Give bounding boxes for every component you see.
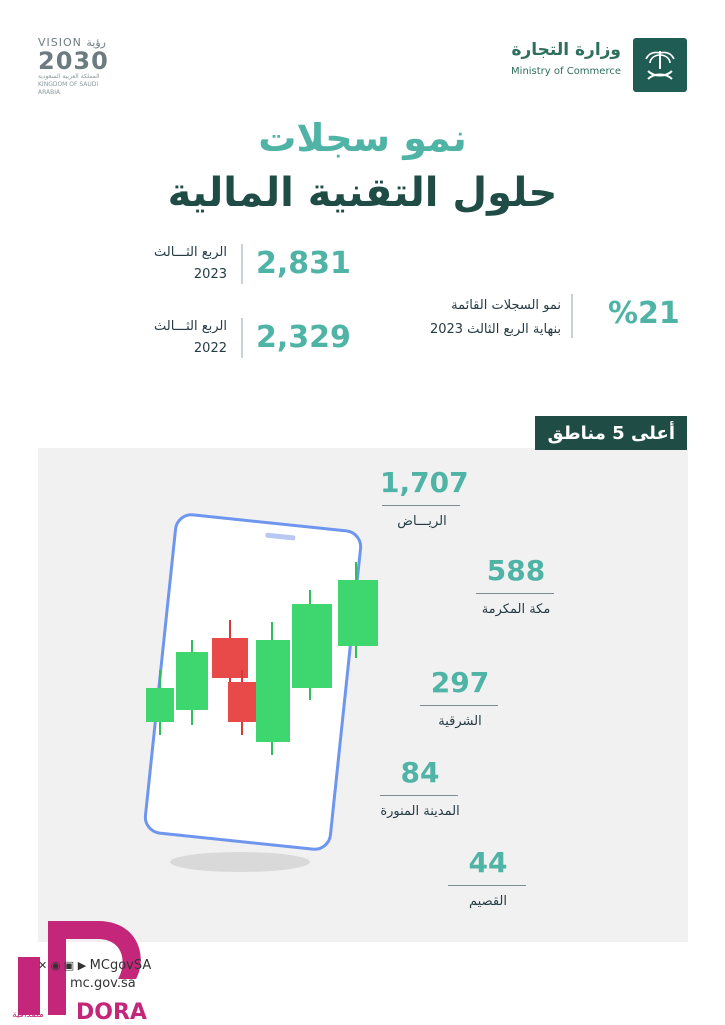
candle-green — [338, 580, 378, 646]
phone-chart-illustration — [130, 510, 390, 880]
q3-2022-label — [154, 316, 227, 360]
q3-2022-label-line2: 2022 — [193, 341, 227, 356]
social-icons: ✕ ◉ ▣ ▶ — [38, 959, 90, 972]
social-handle[interactable] — [38, 958, 151, 973]
ministry-name-ar: وزارة التجارة — [511, 40, 621, 60]
region-divider — [420, 705, 498, 706]
region-value: 44 — [468, 846, 508, 879]
region-value: 297 — [430, 666, 490, 699]
region-value: 84 — [400, 756, 440, 789]
candle-red — [228, 682, 256, 722]
region-name: مكة المكرمة — [481, 602, 551, 617]
phone-shadow — [170, 852, 310, 872]
growth-label-line1: نمو السجلات القائمة — [451, 298, 561, 313]
vision-country-ar: المملكة العربية السعودية — [38, 73, 100, 80]
page-title-line2: حلول التقنية المالية — [167, 170, 558, 216]
region-qassim — [446, 846, 543, 909]
candle-green — [292, 604, 332, 688]
vision-country-en: KINGDOM OF SAUDI ARABIA — [38, 81, 99, 96]
vision-label-ar: رؤية — [86, 36, 106, 49]
vision-year: 2030 — [38, 47, 109, 75]
growth-label — [430, 294, 561, 342]
dora-text: DORA — [76, 1000, 147, 1025]
ministry-name-en: Ministry of Commerce — [511, 66, 621, 77]
region-name: المدينة المنورة — [380, 804, 460, 819]
region-divider — [476, 593, 554, 594]
q3-2022-label-line1: الربع الثـــالث — [153, 319, 227, 334]
growth-percent: %21 — [608, 296, 680, 331]
divider — [241, 318, 243, 358]
candle-green — [256, 640, 290, 742]
region-eastern — [418, 666, 515, 729]
region-madinah — [378, 756, 475, 819]
divider — [241, 244, 243, 284]
region-name: القصيم — [469, 894, 507, 909]
region-divider — [448, 885, 526, 886]
q3-2023-label-line2: 2023 — [193, 267, 227, 282]
candle-green — [146, 688, 174, 722]
regions-badge: أعلى 5 مناطق — [535, 416, 687, 450]
region-divider — [380, 795, 458, 796]
divider — [571, 294, 573, 338]
region-value: 588 — [486, 554, 546, 587]
vision-2030-logo — [38, 36, 114, 97]
growth-label-line2: بنهاية الربع الثالث 2023 — [429, 322, 561, 337]
website-link[interactable]: mc.gov.sa — [70, 976, 136, 991]
region-name: الريـــاض — [397, 514, 447, 529]
q3-2023-label — [154, 242, 227, 286]
palm-swords-icon — [640, 45, 680, 85]
ministry-logo — [633, 38, 687, 92]
candle-green — [176, 652, 208, 710]
q3-2022-value: 2,329 — [256, 320, 351, 355]
region-riyadh — [380, 466, 477, 529]
q3-2023-label-line1: الربع الثـــالث — [153, 245, 227, 260]
vision-label: VISION — [38, 36, 82, 49]
region-makkah — [474, 554, 571, 617]
dora-text-ar: دقة مصداقية — [12, 1000, 44, 1020]
social-handle-text: MCgovSA — [89, 958, 152, 973]
region-name: الشرقية — [438, 714, 482, 729]
region-divider — [382, 505, 460, 506]
page-title-line1: نمو سجلات — [258, 116, 467, 160]
region-value: 1,707 — [380, 466, 469, 499]
q3-2023-value: 2,831 — [256, 246, 351, 281]
